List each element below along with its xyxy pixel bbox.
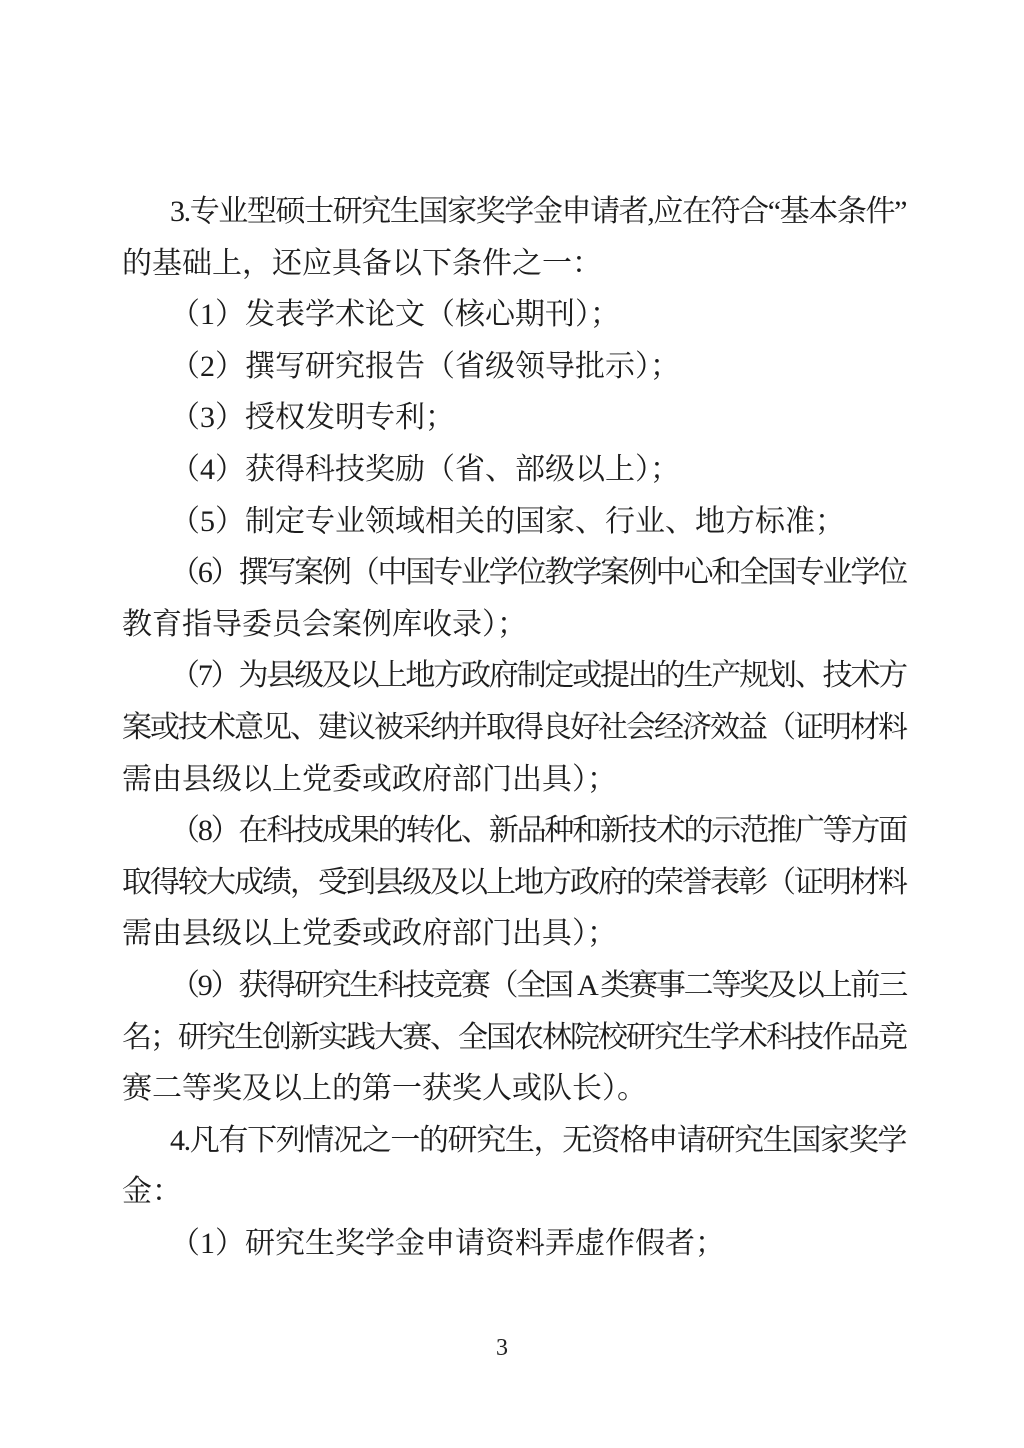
text-line: [122, 650, 906, 702]
line-text: （2）撰写研究报告（省级领导批示）；: [170, 349, 680, 383]
text-line: [122, 1115, 906, 1167]
line-text: 取得较大成绩，受到县级及以上地方政府的荣誉表彰（证明材料: [122, 865, 906, 899]
document-body: [122, 186, 906, 1269]
text-line: [122, 238, 906, 290]
text-line: [122, 547, 906, 599]
line-text: 案或技术意见、建议被采纳并取得良好社会经济效益（证明材料: [122, 710, 906, 744]
text-line: [122, 805, 906, 857]
line-text: （1）研究生奖学金申请资料弄虚作假者；: [170, 1226, 725, 1260]
page-number: 3: [496, 1335, 508, 1361]
text-line: [122, 754, 906, 806]
line-text: 金：: [122, 1175, 182, 1209]
line-text: （7）为县级及以上地方政府制定或提出的生产规划、技术方: [170, 659, 906, 693]
text-line: [122, 444, 906, 496]
line-text: （6）撰写案例（中国专业学位教学案例中心和全国专业学位: [170, 556, 906, 590]
text-line: [122, 1012, 906, 1064]
text-line: [122, 1063, 906, 1115]
text-line: [122, 392, 906, 444]
text-line: [122, 289, 906, 341]
line-text: 需由县级以上党委或政府部门出具）；: [122, 762, 617, 796]
line-text: 赛二等奖及以上的第一获奖人或队长）。: [122, 1072, 647, 1106]
line-text: 需由县级以上党委或政府部门出具）；: [122, 917, 617, 951]
line-text: （4）获得科技奖励（省、部级以上）；: [170, 452, 680, 486]
text-line: [122, 496, 906, 548]
line-text: 名；研究生创新实践大赛、全国农林院校研究生学术科技作品竞: [122, 1020, 906, 1054]
line-text: 3.专业型硕士研究生国家奖学金申请者,应在符合“基本条件”: [170, 195, 906, 228]
line-text: 教育指导委员会案例库收录）；: [122, 607, 527, 641]
line-text: （3）授权发明专利；: [170, 401, 455, 435]
text-line: [122, 857, 906, 909]
text-line: [122, 1218, 906, 1270]
text-line: [122, 599, 906, 651]
text-line: [122, 1166, 906, 1218]
line-text: 4.凡有下列情况之一的研究生，无资格申请研究生国家奖学: [170, 1123, 906, 1157]
line-text: 的基础上，还应具备以下条件之一：: [122, 246, 602, 280]
text-line: [122, 960, 906, 1012]
line-text: （9）获得研究生科技竞赛（全国 A 类赛事二等奖及以上前三: [170, 968, 906, 1002]
line-text: （8）在科技成果的转化、新品种和新技术的示范推广等方面: [170, 814, 906, 848]
line-text: （1）发表学术论文（核心期刊）；: [170, 298, 620, 332]
text-line: [122, 186, 906, 238]
text-line: [122, 341, 906, 393]
text-line: [122, 908, 906, 960]
text-line: [122, 702, 906, 754]
line-text: （5）制定专业领域相关的国家、行业、地方标准；: [170, 504, 845, 538]
